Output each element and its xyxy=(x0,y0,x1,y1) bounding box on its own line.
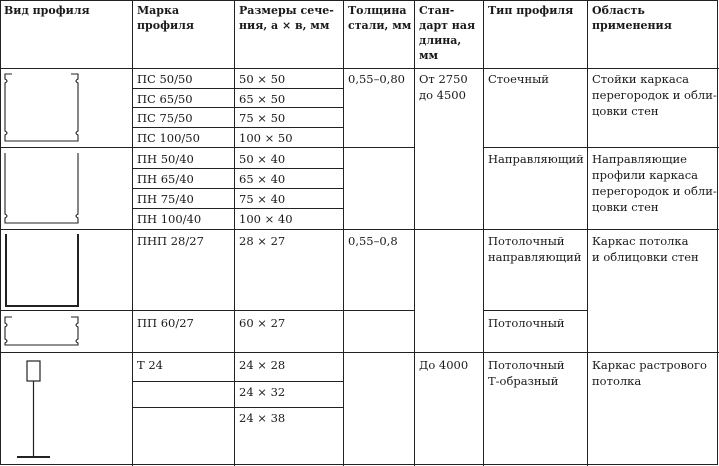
type-pnp: Потолочный направляющий xyxy=(488,234,582,264)
size-ps-100-50: 100 × 50 xyxy=(239,131,293,145)
u-track-profile-icon xyxy=(0,148,132,229)
ceiling-track-profile-icon xyxy=(0,230,132,310)
mark-pn-50-40: ПН 50/40 xyxy=(137,152,194,166)
type-ps: Стоечный xyxy=(488,72,549,86)
size-pnp-28-27: 28 × 27 xyxy=(239,234,286,248)
area-ps: Стойки каркаса перегородок и обли- цовки стен xyxy=(592,72,717,118)
t-profile-icon xyxy=(0,353,132,465)
size-pp-60-27: 60 × 27 xyxy=(239,316,286,330)
size-ps-50-50: 50 × 50 xyxy=(239,72,286,86)
header-section-size: Размеры сече- ния, а × в, мм xyxy=(239,4,334,32)
area-pn: Направляющие профили каркаса перегородок и обли- цовки стен xyxy=(592,152,717,214)
mark-ps-65-50: ПС 65/50 xyxy=(137,92,193,106)
mark-pn-65-40: ПН 65/40 xyxy=(137,172,194,186)
size-ps-75-50: 75 × 50 xyxy=(239,111,286,125)
type-t: Потолочный Т-образный xyxy=(488,358,565,388)
ceiling-profile-icon xyxy=(0,311,132,352)
header-profile-view: Вид профиля xyxy=(4,4,90,17)
area-pnp-pp: Каркас потолка и облицовки стен xyxy=(592,234,699,264)
c-stud-profile-icon xyxy=(0,69,132,147)
mark-ps-50-50: ПС 50/50 xyxy=(137,72,193,86)
header-application-area: Область применения xyxy=(592,4,672,32)
header-profile-type: Тип профиля xyxy=(488,4,574,17)
type-pn: Направляющий xyxy=(488,152,584,166)
size-t-24-32: 24 × 32 xyxy=(239,385,286,399)
type-pp: Потолочный xyxy=(488,316,565,330)
size-ps-65-50: 65 × 50 xyxy=(239,92,286,106)
mark-pp-60-27: ПП 60/27 xyxy=(137,316,194,330)
length-group-1: От 2750 до 4500 xyxy=(419,72,468,102)
mark-pn-75-40: ПН 75/40 xyxy=(137,192,194,206)
size-pn-75-40: 75 × 40 xyxy=(239,192,286,206)
size-pn-50-40: 50 × 40 xyxy=(239,152,286,166)
size-t-24-28: 24 × 28 xyxy=(239,358,286,372)
thickness-group-1: 0,55–0,80 xyxy=(348,72,405,86)
size-pn-100-40: 100 × 40 xyxy=(239,212,293,226)
size-t-24-38: 24 × 38 xyxy=(239,411,286,425)
mark-ps-100-50: ПС 100/50 xyxy=(137,131,200,145)
mark-t-24: Т 24 xyxy=(137,358,163,372)
length-group-2: До 4000 xyxy=(419,358,469,372)
mark-ps-75-50: ПС 75/50 xyxy=(137,111,193,125)
header-steel-thickness: Толщина стали, мм xyxy=(348,4,412,32)
header-standard-length: Стан- дарт ная длина, мм xyxy=(419,4,476,62)
mark-pn-100-40: ПН 100/40 xyxy=(137,212,202,226)
header-profile-mark: Марка профиля xyxy=(137,4,195,32)
thickness-group-2: 0,55–0,8 xyxy=(348,234,398,248)
mark-pnp-28-27: ПНП 28/27 xyxy=(137,234,204,248)
size-pn-65-40: 65 × 40 xyxy=(239,172,286,186)
area-t: Каркас растрового потолка xyxy=(592,358,707,388)
